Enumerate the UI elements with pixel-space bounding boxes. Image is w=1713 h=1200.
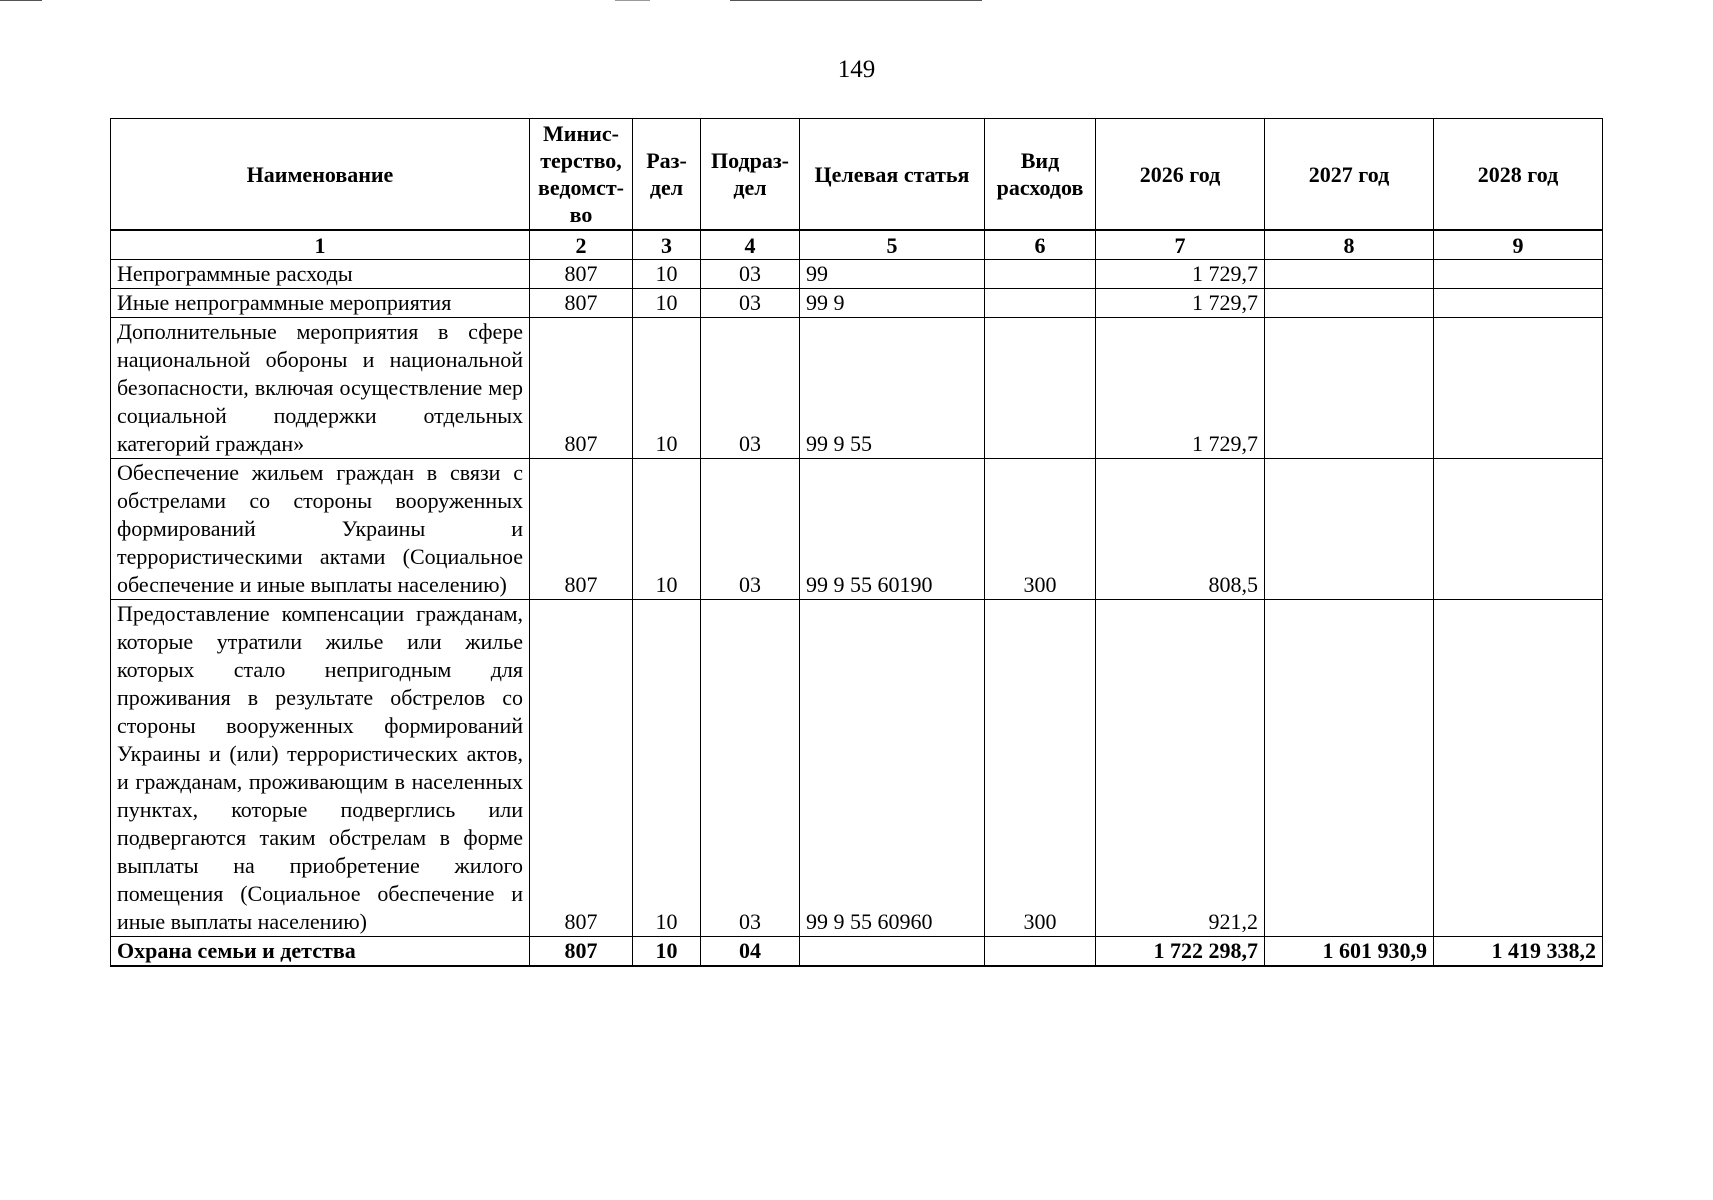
scan-artifact (0, 0, 42, 1)
row-ministry: 807 (530, 318, 633, 459)
header-section: Раз-дел (633, 119, 701, 231)
column-number: 2 (530, 230, 633, 260)
column-number: 8 (1265, 230, 1434, 260)
row-target-article: 99 (800, 260, 985, 289)
row-2028 (1434, 289, 1603, 318)
row-expense-type (985, 260, 1096, 289)
row-2027 (1265, 459, 1434, 600)
header-expense-type: Вид расходов (985, 119, 1096, 231)
row-subsection: 03 (701, 459, 800, 600)
row-name: Обеспечение жильем граждан в связи с обстрелами со стороны вооруженных формирований Украины и террористическими актами (Социальное обеспечение и иные выплаты населению) (111, 459, 530, 600)
row-subsection: 03 (701, 318, 800, 459)
row-section: 10 (633, 318, 701, 459)
header-target-article: Целевая статья (800, 119, 985, 231)
row-2028 (1434, 459, 1603, 600)
table-row (111, 289, 1603, 318)
row-subsection: 03 (701, 260, 800, 289)
table-row (111, 318, 1603, 459)
row-subsection: 03 (701, 600, 800, 937)
row-section: 10 (633, 260, 701, 289)
column-number: 4 (701, 230, 800, 260)
row-ministry: 807 (530, 260, 633, 289)
column-number-row (111, 230, 1603, 260)
row-2028: 1 419 338,2 (1434, 937, 1603, 967)
table-row (111, 459, 1603, 600)
table-row (111, 600, 1603, 937)
row-section: 10 (633, 937, 701, 967)
page-number: 149 (837, 56, 876, 83)
row-expense-type (985, 937, 1096, 967)
column-number: 6 (985, 230, 1096, 260)
header-ministry: Минис-терство, ведомст-во (530, 119, 633, 231)
row-2026: 921,2 (1096, 600, 1265, 937)
row-2027: 1 601 930,9 (1265, 937, 1434, 967)
row-target-article (800, 937, 985, 967)
row-section: 10 (633, 600, 701, 937)
row-expense-type: 300 (985, 600, 1096, 937)
row-ministry: 807 (530, 459, 633, 600)
column-number: 7 (1096, 230, 1265, 260)
row-2028 (1434, 600, 1603, 937)
column-number: 5 (800, 230, 985, 260)
row-2026: 1 729,7 (1096, 318, 1265, 459)
scan-artifact (615, 0, 650, 1)
table-row-total (111, 937, 1603, 967)
row-subsection: 04 (701, 937, 800, 967)
row-2027 (1265, 260, 1434, 289)
row-section: 10 (633, 459, 701, 600)
row-target-article: 99 9 55 60190 (800, 459, 985, 600)
column-number: 3 (633, 230, 701, 260)
header-2026: 2026 год (1096, 119, 1265, 231)
row-2028 (1434, 260, 1603, 289)
scan-artifact (730, 0, 982, 1)
row-target-article: 99 9 55 (800, 318, 985, 459)
row-subsection: 03 (701, 289, 800, 318)
row-name: Предоставление компенсации гражданам, которые утратили жилье или жилье которых стало непригодным для проживания в результате обстрелов со стороны вооруженных формирований Украины и (или) террористических актов, и гражданам, проживающим в населенных пунктах, которые подверглись или подвергаются таким обстрелам в форме выплаты на приобретение жилого помещения (Социальное обеспечение и иные выплаты населению) (111, 600, 530, 937)
header-subsection: Подраз-дел (701, 119, 800, 231)
table-row (111, 260, 1603, 289)
row-ministry: 807 (530, 937, 633, 967)
row-2026: 808,5 (1096, 459, 1265, 600)
row-2027 (1265, 600, 1434, 937)
header-row (111, 119, 1603, 231)
row-ministry: 807 (530, 600, 633, 937)
row-expense-type (985, 318, 1096, 459)
row-2026: 1 722 298,7 (1096, 937, 1265, 967)
row-target-article: 99 9 (800, 289, 985, 318)
row-2028 (1434, 318, 1603, 459)
row-name: Охрана семьи и детства (111, 937, 530, 967)
header-2027: 2027 год (1265, 119, 1434, 231)
header-name: Наименование (111, 119, 530, 231)
row-ministry: 807 (530, 289, 633, 318)
row-expense-type: 300 (985, 459, 1096, 600)
row-2026: 1 729,7 (1096, 260, 1265, 289)
column-number: 1 (111, 230, 530, 260)
budget-table (110, 118, 1603, 967)
row-name: Дополнительные мероприятия в сфере национальной обороны и национальной безопасности, включая осуществление мер социальной поддержки отдельных категорий граждан» (111, 318, 530, 459)
row-2026: 1 729,7 (1096, 289, 1265, 318)
row-2027 (1265, 289, 1434, 318)
row-target-article: 99 9 55 60960 (800, 600, 985, 937)
row-section: 10 (633, 289, 701, 318)
header-2028: 2028 год (1434, 119, 1603, 231)
column-number: 9 (1434, 230, 1603, 260)
row-name: Непрограммные расходы (111, 260, 530, 289)
row-expense-type (985, 289, 1096, 318)
row-name: Иные непрограммные мероприятия (111, 289, 530, 318)
row-2027 (1265, 318, 1434, 459)
